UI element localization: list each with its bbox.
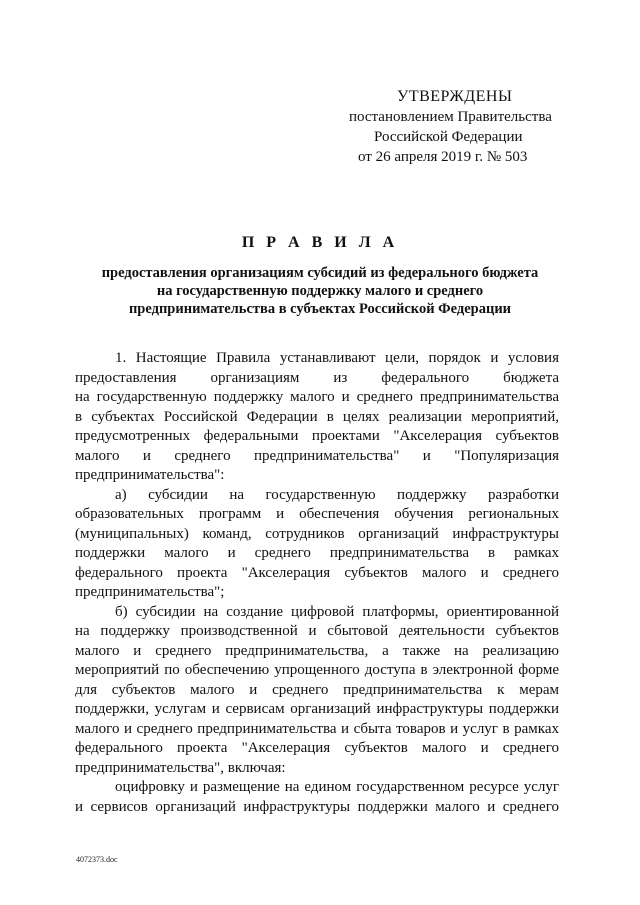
body-line: федерального проекта "Акселерация субъектов малого и среднего <box>75 740 559 756</box>
body-line: а) субсидии на государственную поддержку разработки <box>115 486 559 503</box>
body-line: образовательных программ и обеспечения обучения региональных <box>75 506 559 522</box>
body-line: поддержки малого и среднего предпринимательства в рамках <box>75 545 559 561</box>
body-line: (муниципальных) команд, сотрудников организаций инфраструктуры <box>75 525 559 542</box>
approval-block <box>330 87 630 167</box>
subtitle-line: предоставления организациям субсидий из федерального бюджета <box>101 265 539 281</box>
approval-title: УТВЕРЖДЕНЫ <box>397 88 513 105</box>
body-line: оцифровку и размещение на едином государственном ресурсе услуг <box>115 779 559 795</box>
subtitle-line: на государственную поддержку малого и среднего <box>156 283 484 299</box>
body-line: малого и среднего предпринимательства, а также на реализацию <box>75 642 559 659</box>
document-subtitle <box>0 264 640 318</box>
body-line: федерального проекта "Акселерация субъектов малого и среднего <box>75 564 559 581</box>
body-line: предоставления организациям из федерального бюджета <box>75 369 559 386</box>
approval-line-2: Российской Федерации <box>374 129 523 145</box>
file-code: 4072373.doc <box>76 855 118 864</box>
body-line: на поддержку производственной и сбытовой деятельности субъектов <box>75 623 559 639</box>
body-line: и сервисов организаций инфраструктуры поддержки малого и среднего <box>75 798 559 815</box>
body-line: предпринимательства", включая: <box>75 759 286 776</box>
body-line: мероприятий по обеспечению упрощенного доступа в электронной форме <box>75 662 559 678</box>
approval-line-3: от 26 апреля 2019 г. № 503 <box>358 149 528 165</box>
body-line: б) субсидии на создание цифровой платформы, ориентированной <box>115 603 559 620</box>
body-line: предпринимательства": <box>75 467 225 483</box>
body-line: предусмотренных федеральными проектами "Акселерация субъектов <box>75 428 559 444</box>
approval-line-1: постановлением Правительства <box>349 109 552 125</box>
body-line: на государственную поддержку малого и среднего предпринимательства <box>75 389 559 405</box>
body-line: 1. Настоящие Правила устанавливают цели, порядок и условия <box>115 350 559 366</box>
document-title: П Р А В И Л А <box>241 234 399 251</box>
subtitle-line: предпринимательства в субъектах Российской Федерации <box>128 301 512 317</box>
body-line: малого и среднего предпринимательства и сбыта товаров и услуг в рамках <box>75 720 559 737</box>
body-line: предпринимательства"; <box>75 584 225 600</box>
body-line: для субъектов малого и среднего предпринимательства к мерам <box>75 681 559 698</box>
body-line: малого и среднего предпринимательства" и "Популяризация <box>75 447 559 464</box>
document-body <box>75 349 559 817</box>
body-line: в субъектах Российской Федерации в целях реализации мероприятий, <box>75 408 559 425</box>
body-line: поддержки, услугам и сервисам организаций инфраструктуры поддержки <box>75 701 559 717</box>
